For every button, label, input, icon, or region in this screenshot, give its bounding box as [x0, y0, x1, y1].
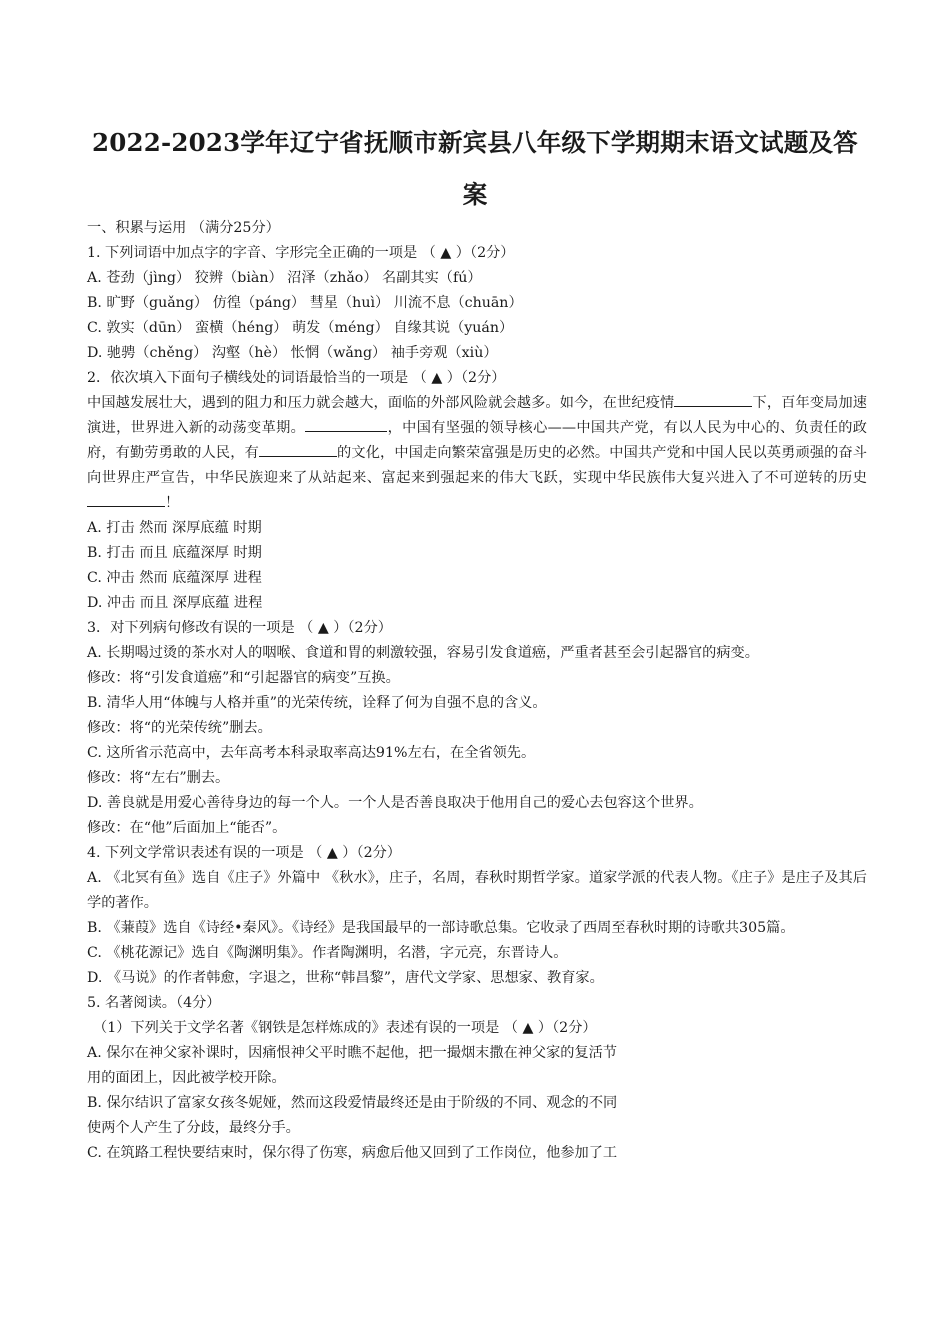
- section-heading: 一、积累与运用 （满分25分）: [87, 220, 280, 236]
- question-2-option-c: C. 冲击 然而 底蕴深厚 进程: [87, 570, 262, 586]
- fill-blank-1: [674, 392, 752, 407]
- question-2-passage: [87, 391, 867, 516]
- question-4-option-c: C. 《桃花源记》选自《陶渊明集》。作者陶渊明，名潜，字元亮，东晋诗人。: [87, 945, 568, 961]
- question-4-option-d: D. 《马说》的作者韩愈，字退之，世称“韩昌黎”，唐代文学家、思想家、教育家。: [87, 970, 604, 986]
- question-3-stem: 3．对下列病句修改有误的一项是 （ ▲ ）（2分）: [87, 620, 392, 636]
- exam-title-continued: 案: [462, 180, 488, 209]
- fill-blank-4: [87, 492, 165, 507]
- question-4-stem: 4. 下列文学常识表述有误的一项是 （ ▲ ）（2分）: [87, 845, 401, 861]
- fill-blank-2: [305, 417, 387, 432]
- question-2-option-d: D. 冲击 而且 深厚底蕴 进程: [87, 595, 263, 611]
- question-3-option-d: D. 善良就是用爱心善待身边的每一个人。一个人是否善良取决于他用自己的爱心去包容这个世界。: [87, 795, 703, 811]
- question-1-option-b: B. 旷野（guǎng） 仿徨（páng） 彗星（huì） 川流不息（chuān）: [87, 295, 523, 311]
- passage-part-2: 下，百年变局加速演进，世界进入新的动荡变革期。: [87, 395, 867, 436]
- question-1-option-d: D. 驰骋（chěng） 沟壑（hè） 怅惘（wǎng） 袖手旁观（xiù）: [87, 345, 498, 361]
- question-5-option-b-line-1: B. 保尔结识了富家女孩冬妮娅，然而这段爱情最终还是由于阶级的不同、观念的不同: [87, 1095, 618, 1111]
- question-5-option-a-line-2: 用的面团上，因此被学校开除。: [87, 1070, 286, 1086]
- question-3-option-a-fix: 修改：将“引发食道癌”和“引起器官的病变”互换。: [87, 670, 400, 686]
- passage-part-3: ，中国有坚强的领导核心——中国共产党，有以人民为中心的、负责任的政府，有勤劳勇敢的人民，有: [87, 420, 867, 461]
- question-4-option-b: B. 《蒹葭》选自《诗经•秦风》。《诗经》是我国最早的一部诗歌总集。它收录了西周至春秋时期的诗歌共305篇。: [87, 920, 795, 936]
- passage-part-1: 中国越发展壮大，遇到的阻力和压力就会越大，面临的外部风险就会越多。如今，在世纪疫情: [87, 395, 675, 411]
- question-2-option-a: A. 打击 然而 深厚底蕴 时期: [87, 520, 262, 536]
- question-3-option-c: C. 这所省示范高中，去年高考本科录取率高达91%左右，在全省领先。: [87, 745, 536, 761]
- fill-blank-3: [259, 442, 337, 457]
- question-1-option-a: A. 苍劲（jìng） 狡辨（biàn） 沼泽（zhǎo） 名副其实（fú）: [87, 270, 482, 286]
- question-5-option-b-line-2: 使两个人产生了分歧，最终分手。: [87, 1120, 300, 1136]
- question-2-stem: 2．依次填入下面句子横线处的词语最恰当的一项是 （ ▲ ）（2分）: [87, 370, 506, 386]
- question-1-stem: 1. 下列词语中加点字的字音、字形完全正确的一项是 （ ▲ ）（2分）: [87, 245, 515, 261]
- question-2-option-b: B. 打击 而且 底蕴深厚 时期: [87, 545, 262, 561]
- question-3-option-b: B. 清华人用“体魄与人格并重”的光荣传统，诠释了何为自强不息的含义。: [87, 695, 547, 711]
- question-3-option-d-fix: 修改：在“他”后面加上“能否”。: [87, 820, 287, 836]
- passage-part-5: ！: [165, 495, 180, 511]
- question-5-option-a-line-1: A. 保尔在神父家补课时，因痛恨神父平时瞧不起他，把一撮烟末撒在神父家的复活节: [87, 1045, 618, 1061]
- question-5-options: [87, 1041, 717, 1166]
- exam-content: [87, 216, 867, 1166]
- question-5-option-c-line-1: C. 在筑路工程快要结束时，保尔得了伤寒，病愈后他又回到了工作岗位，他参加了工: [87, 1145, 618, 1161]
- question-5-sub-1: （1）下列关于文学名著《钢铁是怎样炼成的》表述有误的一项是 （ ▲ ）（2分）: [93, 1020, 597, 1036]
- question-3-option-c-fix: 修改：将“左右”删去。: [87, 770, 230, 786]
- question-5-stem: 5. 名著阅读。（4分）: [87, 995, 221, 1011]
- question-1-option-c: C. 敦实（dūn） 蛮横（héng） 萌发（méng） 自缘其说（yuán）: [87, 320, 514, 336]
- exam-title: 2022-2023学年辽宁省抚顺市新宾县八年级下学期期末语文试题及答: [92, 128, 858, 157]
- question-3-option-b-fix: 修改：将“的光荣传统”删去。: [87, 720, 272, 736]
- question-4-option-a: A. 《北冥有鱼》选自《庄子》外篇中 《秋水》，庄子，名周，春秋时期哲学家。道家学派的代表人物。《庄子》是庄子及其后学的著作。: [87, 870, 867, 911]
- question-3-option-a: A. 长期喝过烫的茶水对人的咽喉、食道和胃的刺激较强，容易引发食道癌，严重者甚至会引起器官的病变。: [87, 645, 759, 661]
- passage-part-4: 的文化，中国走向繁荣富强是历史的必然。中国共产党和中国人民以英勇顽强的奋斗向世界庄严宣告，中华民族迎来了从站起来、富起来到强起来的伟大飞跃，实现中华民族伟大复兴进入了不可逆转的历史: [87, 445, 867, 486]
